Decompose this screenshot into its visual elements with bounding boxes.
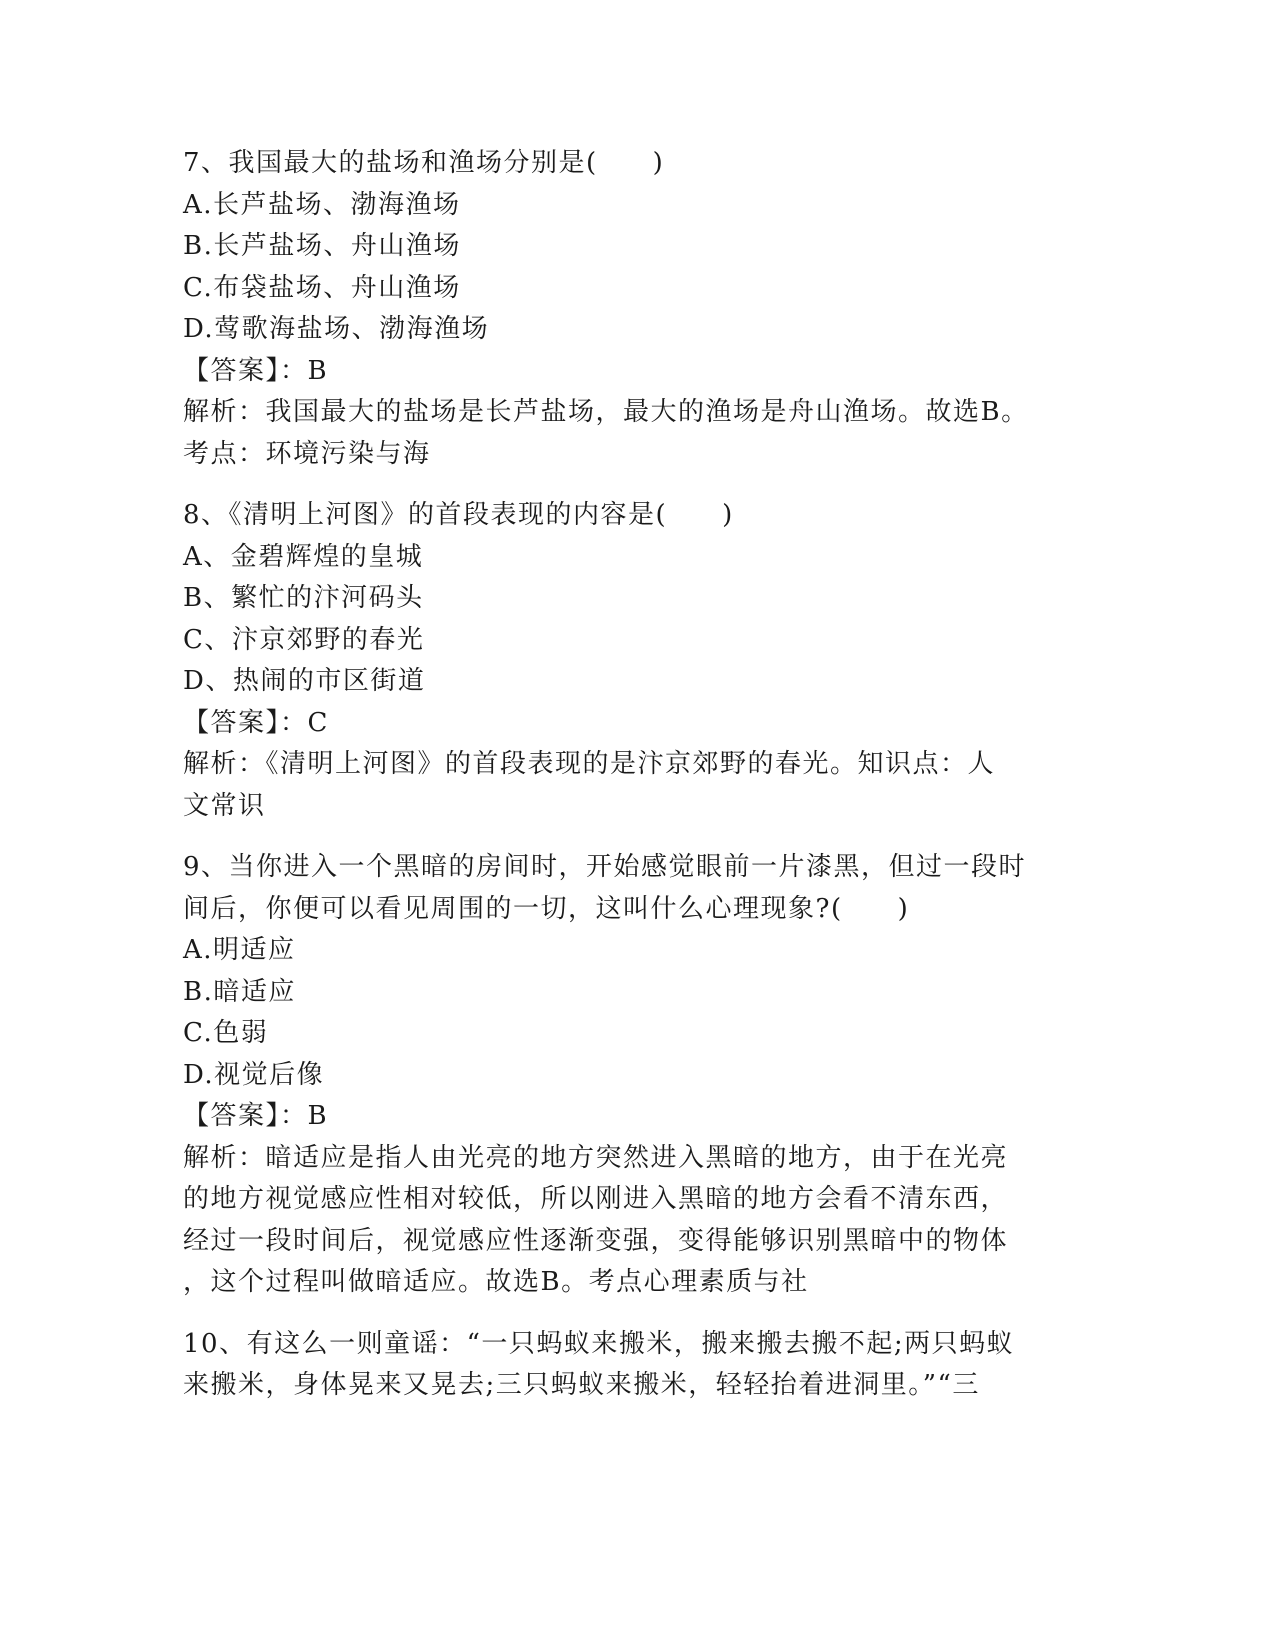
analysis-line: 考点：环境污染与海 [183, 438, 431, 469]
option-a: A.明适应 [183, 935, 296, 965]
option-b: B.暗适应 [183, 976, 296, 1007]
analysis-line: 解析：暗适应是指人由光亮的地方突然进入黑暗的地方，由于在光亮 [183, 1142, 1009, 1173]
option-c: C.布袋盐场、舟山渔场 [183, 272, 461, 303]
analysis-line: 的地方视觉感应性相对较低，所以刚进入黑暗的地方会看不清东西， [183, 1184, 1009, 1214]
option-c: C.色弱 [183, 1018, 269, 1048]
option-b: B.长芦盐场、舟山渔场 [183, 231, 461, 261]
question-block-9 [183, 847, 1083, 1304]
question-block-10 [183, 1324, 1083, 1407]
question-stem: 来搬米，身体晃来又晃去;三只蚂蚁来搬米，轻轻抬着进洞里。”“三 [183, 1370, 980, 1400]
option-a: A.长芦盐场、渤海渔场 [183, 189, 461, 220]
option-d: D.莺歌海盐场、渤海渔场 [183, 314, 490, 344]
option-c: C、汴京郊野的春光 [183, 624, 425, 655]
question-block-8 [183, 495, 1083, 827]
question-block-7 [183, 143, 1083, 475]
question-gap [183, 475, 1083, 495]
answer-line: 【答案】：B [183, 1101, 329, 1131]
option-a: A、金碧辉煌的皇城 [183, 541, 424, 572]
option-d: D、热闹的市区街道 [183, 666, 426, 696]
question-stem: 7、我国最大的盐场和渔场分别是( ) [183, 148, 665, 178]
question-gap [183, 1304, 1083, 1324]
question-list [183, 143, 1083, 1407]
question-gap [183, 827, 1083, 847]
question-stem: 间后，你便可以看见周围的一切，这叫什么心理现象?( ) [183, 893, 910, 924]
analysis-line: 解析：我国最大的盐场是长芦盐场，最大的渔场是舟山渔场。故选B。 [183, 397, 1029, 427]
answer-line: 【答案】：B [183, 355, 329, 386]
analysis-line: 文常识 [183, 790, 266, 821]
analysis-line: ，这个过程叫做暗适应。故选B。考点心理素质与社 [183, 1267, 809, 1297]
answer-line: 【答案】：C [183, 707, 329, 738]
question-stem: 10、有这么一则童谣：“一只蚂蚁来搬米，搬来搬去搬不起;两只蚂蚁 [183, 1328, 1015, 1359]
question-stem: 9、当你进入一个黑暗的房间时，开始感觉眼前一片漆黑，但过一段时 [183, 852, 1027, 882]
analysis-line: 解析：《清明上河图》的首段表现的是汴京郊野的春光。知识点：人 [183, 749, 996, 779]
option-b: B、繁忙的汴河码头 [183, 583, 424, 613]
option-d: D.视觉后像 [183, 1059, 325, 1090]
analysis-line: 经过一段时间后，视觉感应性逐渐变强，变得能够识别黑暗中的物体 [183, 1225, 1009, 1256]
question-stem: 8、《清明上河图》的首段表现的内容是( ) [183, 500, 734, 530]
